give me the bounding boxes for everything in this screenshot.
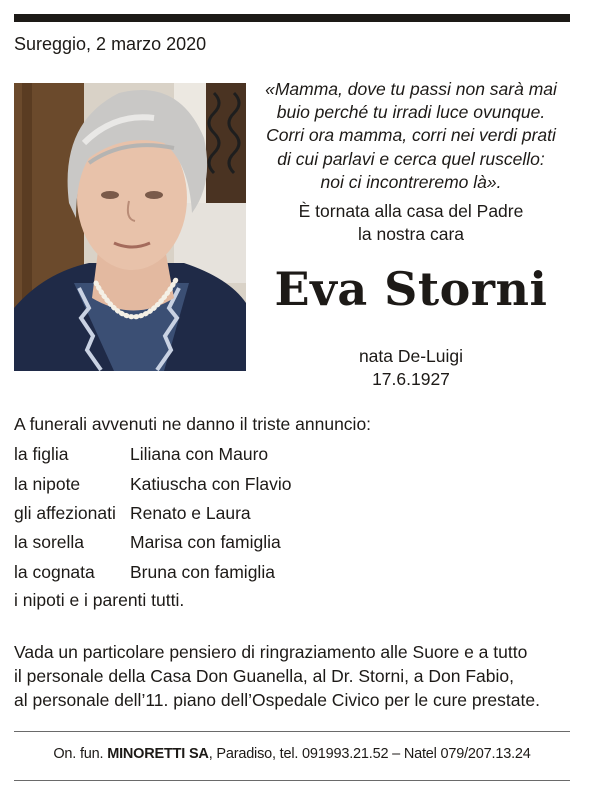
relative-names: Marisa con famiglia xyxy=(130,532,281,552)
thanks-line: Vada un particolare pensiero di ringraziamento alle Suore e a tutto xyxy=(14,642,528,662)
quote-block xyxy=(255,78,567,194)
relative-role: la cognata xyxy=(14,562,95,582)
announcement: A funerali avvenuti ne danno il triste annuncio: xyxy=(14,414,372,434)
relative-row xyxy=(14,503,251,524)
relative-names: Katiuscha con Flavio xyxy=(130,474,292,494)
intro-text xyxy=(255,200,567,246)
relative-role: la sorella xyxy=(14,532,85,552)
quote-line: Corri ora mamma, corri nei verdi prati xyxy=(266,125,556,146)
relative-row xyxy=(14,474,291,495)
intro-line-1: È tornata alla casa del Padre xyxy=(298,201,524,221)
relative-row xyxy=(14,562,275,583)
relative-names: Renato e Laura xyxy=(130,503,251,523)
closing-line: i nipoti e i parenti tutti. xyxy=(14,590,185,610)
divider-bottom xyxy=(14,780,570,781)
place-date: Sureggio, 2 marzo 2020 xyxy=(14,34,207,54)
quote-line: buio perché tu irradi luce ovunque. xyxy=(276,102,546,123)
divider xyxy=(14,731,570,732)
footer-prefix: On. fun. xyxy=(53,746,104,762)
top-rule xyxy=(14,14,570,22)
relative-role: la figlia xyxy=(14,444,69,464)
relative-names: Bruna con famiglia xyxy=(130,562,275,582)
relative-role: gli affezionati xyxy=(14,503,116,523)
intro-line-2: la nostra cara xyxy=(357,224,465,245)
relative-role: la nipote xyxy=(14,474,81,494)
portrait-photo xyxy=(14,83,246,371)
maiden-name: nata De-Luigi xyxy=(358,346,464,366)
thanks-paragraph xyxy=(14,640,584,712)
relative-row xyxy=(14,444,268,465)
thanks-line: il personale della Casa Don Guanella, al Dr. Storni, a Don Fabio, xyxy=(14,666,514,686)
relative-row xyxy=(14,532,281,553)
quote-line: noi ci incontreremo là». xyxy=(320,171,502,192)
footer-details: , Paradiso, tel. 091993.21.52 – Natel 079/207.13.24 xyxy=(208,746,531,762)
quote-line: di cui parlavi e cerca quel ruscello: xyxy=(277,148,545,169)
birth-info xyxy=(255,345,567,391)
portrait-icon xyxy=(14,83,246,371)
deceased-name: Eva Storni xyxy=(274,262,548,316)
funeral-home-footer xyxy=(14,746,570,762)
thanks-line: al personale dell’11. piano dell’Ospedale Civico per le cure prestate. xyxy=(14,690,540,710)
footer-company: MINORETTI SA xyxy=(107,746,209,762)
quote-line: «Mamma, dove tu passi non sarà mai xyxy=(265,79,557,99)
relative-names: Liliana con Mauro xyxy=(130,444,269,464)
birth-date: 17.6.1927 xyxy=(372,369,450,389)
